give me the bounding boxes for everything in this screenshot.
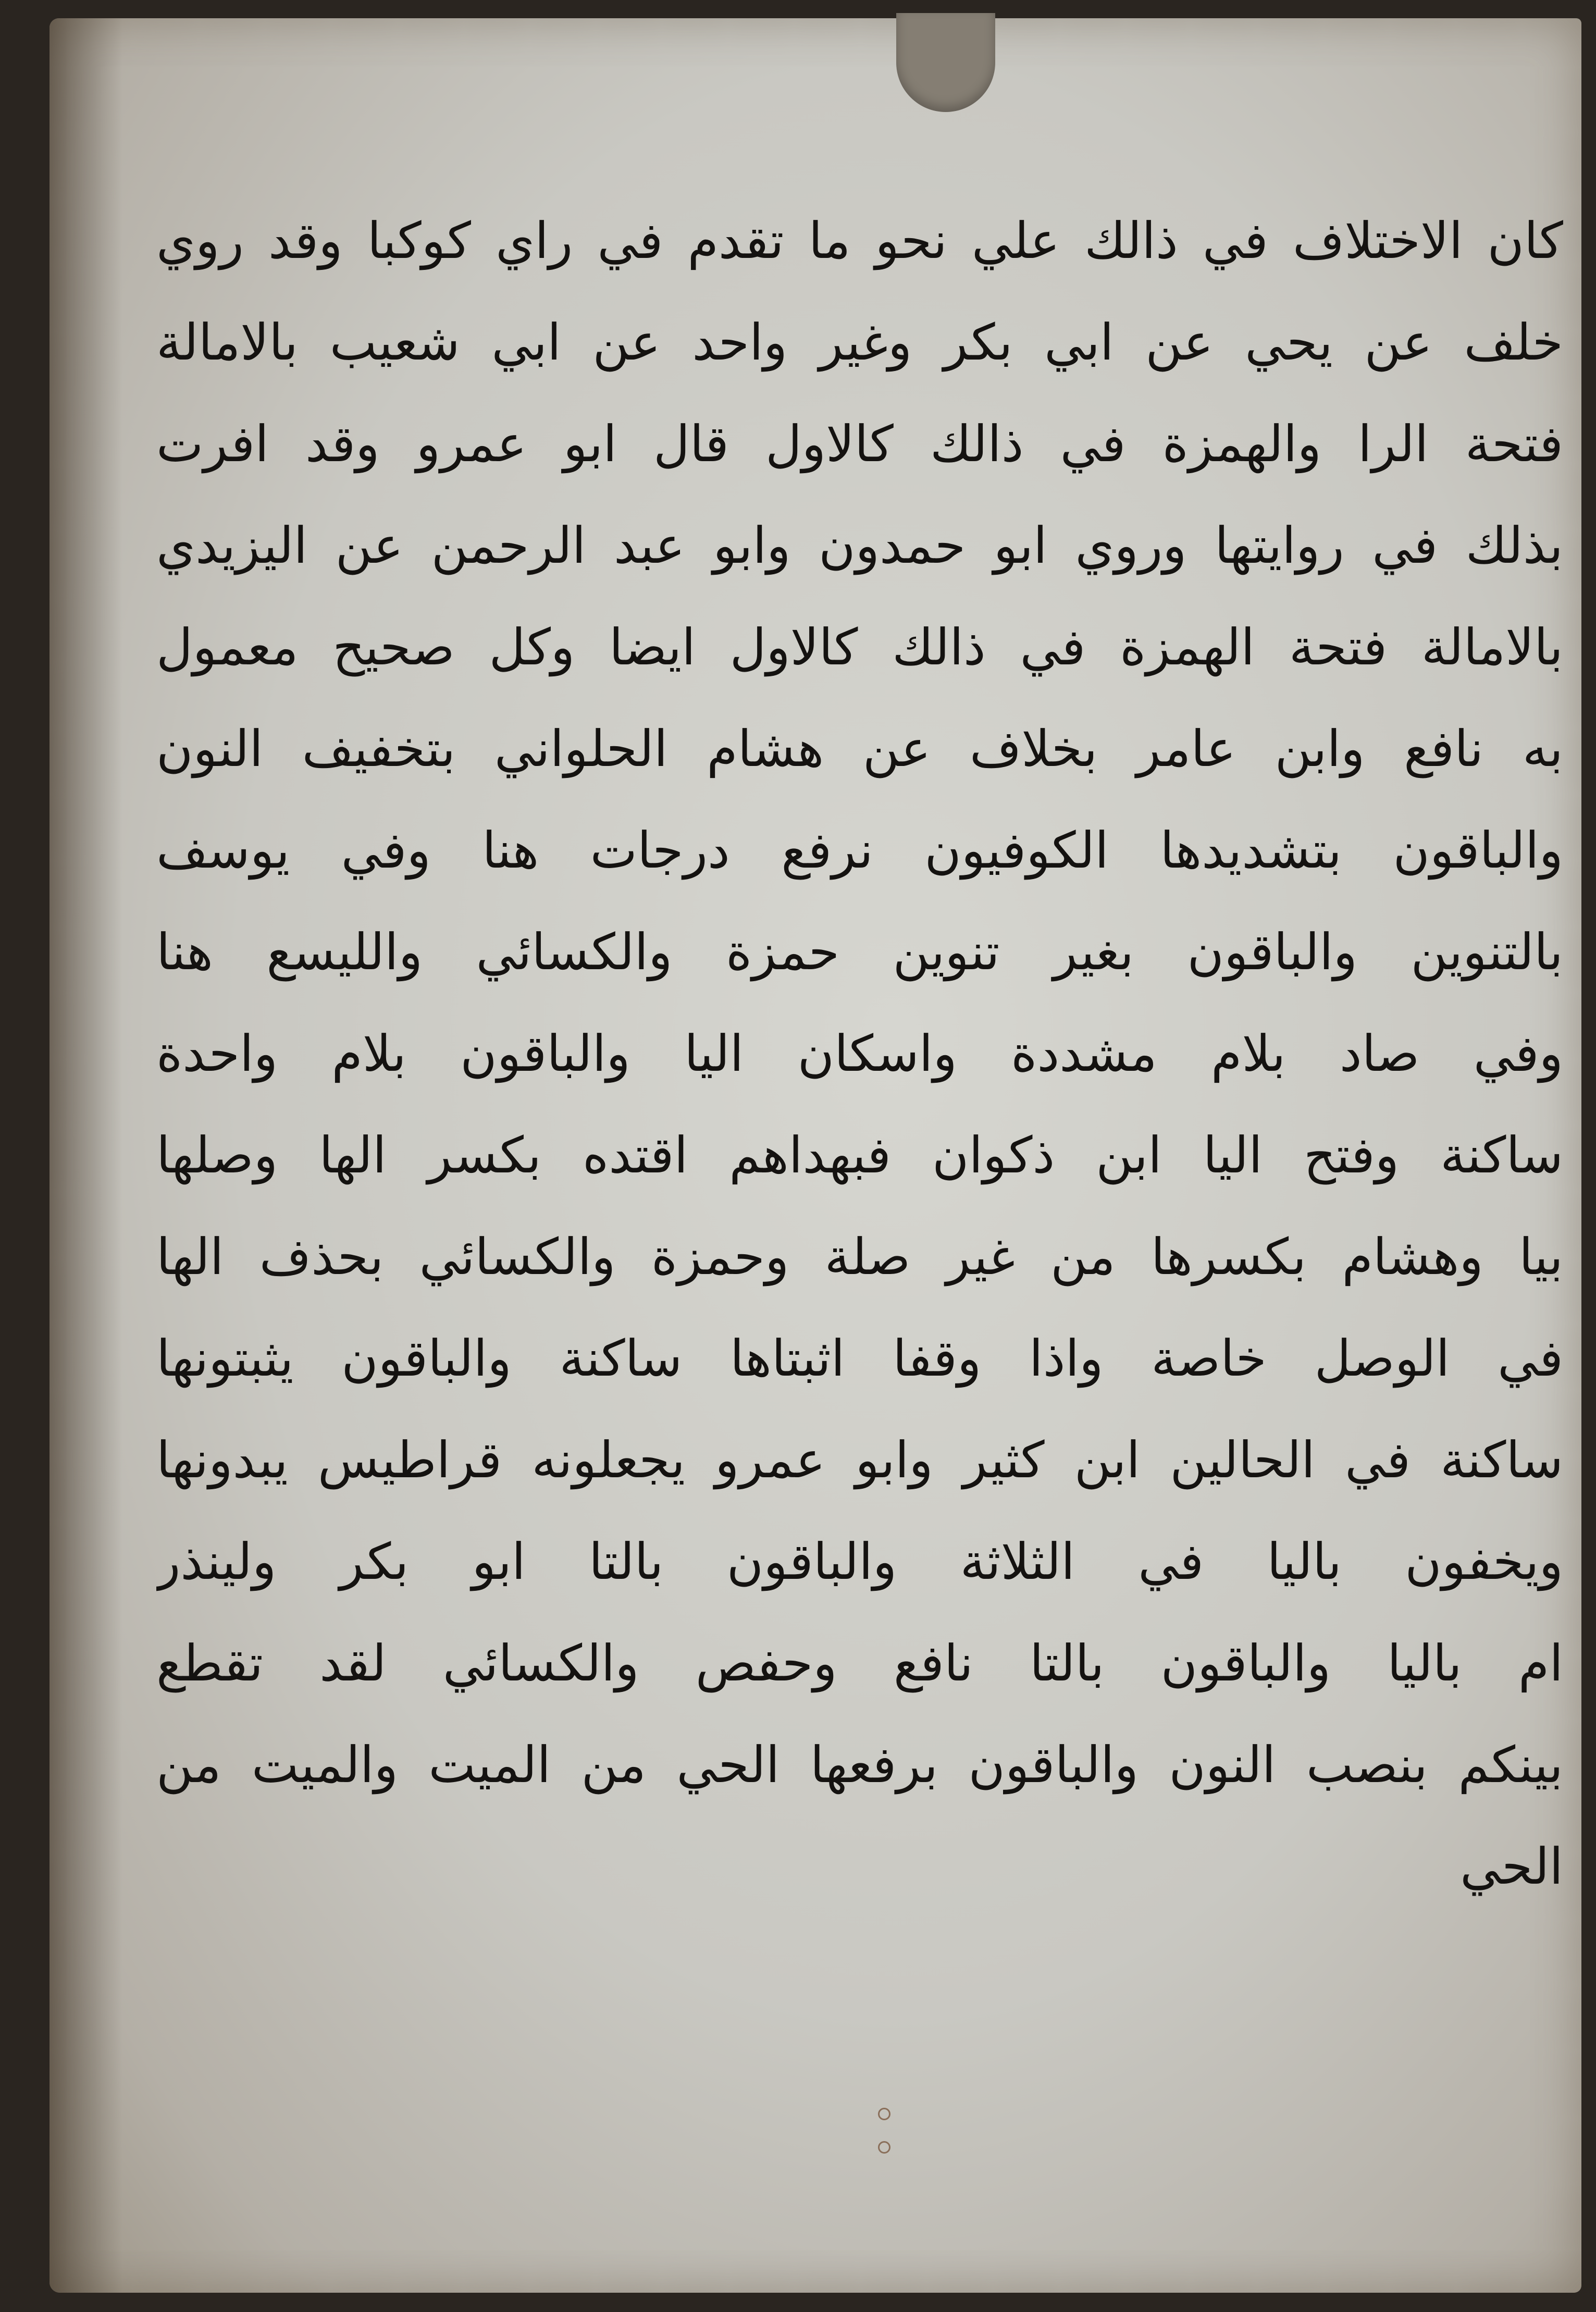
manuscript-text (156, 190, 1563, 1918)
page-gutter-shadow (50, 18, 122, 2293)
margin-ink-dots (878, 2108, 899, 2174)
text-line: ام باليا والباقون بالتا نافع وحفص والكسائي لقد تقطع (156, 1634, 1563, 1692)
text-line: ساكنة في الحالين ابن كثير وابو عمرو يجعلونه قراطيس يبدونها (156, 1431, 1563, 1489)
text-line: والباقون بتشديدها الكوفيون نرفع درجات هنا وفي يوسف (156, 821, 1563, 880)
manuscript-page (50, 18, 1581, 2293)
text-line: ساكنة وفتح اليا ابن ذكوان فبهداهم اقتده بكسر الها وصلها (156, 1126, 1563, 1184)
text-line: وفي صاد بلام مشددة واسكان اليا والباقون بلام واحدة (156, 1024, 1563, 1083)
text-line: كان الاختلاف في ذالك علي نحو ما تقدم في راي كوكبا وقد روي (156, 212, 1563, 270)
text-line: بذلك في روايتها وروي ابو حمدون وابو عبد الرحمن عن اليزيدي (156, 516, 1563, 575)
text-line: خلف عن يحي عن ابي بكر وغير واحد عن ابي شعيب بالامالة (156, 313, 1563, 372)
text-line: بالتنوين والباقون بغير تنوين حمزة والكسائي والليسع هنا (156, 923, 1563, 981)
ink-dot (878, 2108, 890, 2120)
text-line: بيا وهشام بكسرها من غير صلة وحمزة والكسائي بحذف الها (156, 1228, 1563, 1286)
page-top-damage (896, 13, 995, 112)
text-line: فتحة الرا والهمزة في ذالك كالاول قال ابو عمرو وقد افرت (156, 415, 1563, 473)
text-line: ويخفون باليا في الثلاثة والباقون بالتا ابو بكر ولينذر (156, 1532, 1563, 1591)
text-line: بالامالة فتحة الهمزة في ذالك كالاول ايضا وكل صحيح معمول (156, 618, 1563, 676)
text-line: بينكم بنصب النون والباقون برفعها الحي من الميت والميت من (156, 1736, 1563, 1794)
text-line: في الوصل خاصة واذا وقفا اثبتاها ساكنة والباقون يثبتونها (156, 1329, 1563, 1388)
text-line: به نافع وابن عامر بخلاف عن هشام الحلواني بتخفيف النون (156, 720, 1563, 778)
ink-dot (878, 2141, 890, 2154)
text-line-final: الحي (1460, 1837, 1563, 1896)
